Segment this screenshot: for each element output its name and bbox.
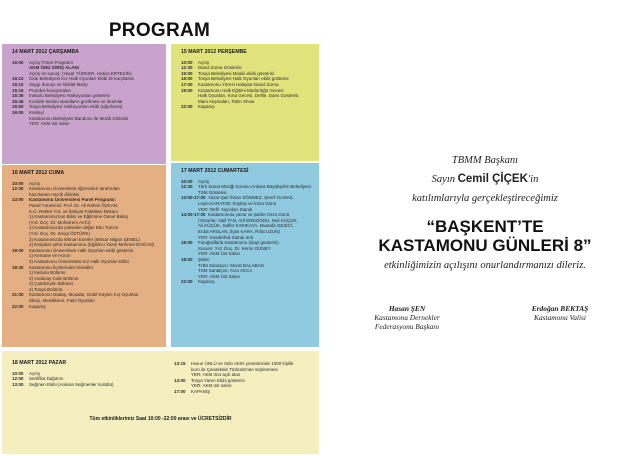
schedule-event: Kastamonu Halk Eğitimi Müdürlüğü Gecesi xyxy=(198,87,284,93)
schedule-event: AKM ÖNÜ GİRİŞ ALANI xyxy=(29,65,79,71)
schedule-event: Harun ÜNLÜ ve Sıtkı AKIN yönetiminde 1000 kişilik xyxy=(191,361,294,366)
schedule-event: Kastamonu Yöresi Halaylar-Davul Zurna xyxy=(198,81,279,87)
invitation-line-3 xyxy=(330,193,640,204)
schedule-time: 12:30 xyxy=(181,65,193,71)
program-title: PROGRAM xyxy=(108,20,211,41)
schedule-event: Kastamonu Üniversitesi Panel Programı: xyxy=(29,197,117,203)
schedule-event: Türk Sanat Müziği Korosu-Ankara Büyükşehir Belediyesi xyxy=(198,184,311,190)
invitation-line-2 xyxy=(330,173,640,185)
schedule-time: 15:10 xyxy=(12,81,24,87)
schedule-time: 17:00 xyxy=(181,81,193,87)
guest-name: Cemil ÇİÇEK xyxy=(457,173,528,185)
schedule-event: Açılış-Tören Programı xyxy=(29,59,74,65)
schedule-time: 22:00 xyxy=(181,104,193,110)
schedule-row xyxy=(12,121,160,127)
schedule-event: THM Sanatçısı: Murat BALABAN xyxy=(198,262,264,268)
schedule-event: 4) Evliyalar şehri Kastamonu (Eğitimci Yazar Mehmet DOĞAN) xyxy=(29,242,155,248)
schedule-event: Fotoğraflarla Kastamonu (slayt gösterisi) xyxy=(198,240,279,246)
schedule-column-left xyxy=(12,361,162,387)
schedule-time: 15:00 xyxy=(12,59,24,65)
schedule-event: Kurdele kesimi standların gezilmesi ve ikramlar xyxy=(29,98,123,104)
schedule-event: Kastamonulu yazar ve şairler İmza Günü xyxy=(208,212,290,218)
schedule-event: Kastamonu İlçelerinden Esintiler xyxy=(29,264,94,270)
schedule-list xyxy=(181,60,313,110)
schedule-time: 15:15 xyxy=(12,87,24,93)
schedule-date: 15 MART 2012 PERŞEMBE xyxy=(181,49,247,55)
schedule-event: K.Ü. Rektör Yrd. ve İlahiyat Fakültesi Dekanı xyxy=(29,208,118,214)
invitation-honorific: Sayın xyxy=(431,174,458,185)
schedule-event: Yazar-Şair İhsan SÖNMEZ, Şeref YILMAZ, xyxy=(208,195,294,201)
schedule-event: TSM Gösterisi xyxy=(198,189,227,195)
schedule-box-14-march xyxy=(2,44,166,164)
schedule-time: 22:00 xyxy=(181,279,193,285)
schedule-row xyxy=(174,389,314,395)
schedule-event: Açılış xyxy=(198,59,210,65)
schedule-time: 10:00 xyxy=(181,178,193,184)
schedule-date: 17 MART 2012 CUMARTESİ xyxy=(181,168,249,174)
schedule-event: Saygı duruşu ve İstiklal Marşı xyxy=(29,81,88,87)
schedule-event: Kastamonu Dadaş, Musalar, Gülef Köyleri Kış Oyunları xyxy=(29,292,139,298)
schedule-event: TSM Sanatçısı: Arzu AKCA xyxy=(198,268,253,274)
schedule-event: Protokol konuşmaları xyxy=(29,87,72,93)
schedule-event: Kastamonu Üniversitesi Halk Oyunları ekibi gösterisi xyxy=(29,247,134,253)
schedule-event: Kapanış xyxy=(198,279,215,285)
schedule-event: Erdal ARSLAN, İlyas KARA, Rıfat UZUN) xyxy=(198,228,281,234)
schedule-column-right xyxy=(174,361,314,395)
schedule-event: Panel Yöneticisi: Prof. Dr. Ali Rahmi ÖZKAN, xyxy=(29,202,119,208)
schedule-event: Cide Belediyesi Kız Halk Oyunları Ekibi ile karşılama xyxy=(29,76,134,82)
schedule-time: 13:00-17:00 xyxy=(181,195,206,201)
schedule-event: (Yrd. Doç. Dr. Sevgi ÖZTÜRK) xyxy=(29,230,91,236)
schedule-row xyxy=(12,382,162,388)
schedule-event: Kokteyl xyxy=(29,109,44,115)
schedule-footer-note: Tüm etkinliklerimiz Saat 10:00 -22:00 arası ve ÜCRETSİZDİR xyxy=(89,416,232,422)
signature-name: Erdoğan BEKTAŞ xyxy=(531,304,589,313)
schedule-time: 16:00 xyxy=(181,76,193,82)
schedule-date: 16 MART 2012 CUMA xyxy=(12,170,65,176)
schedule-event: Leyla KARATOK Söyleşi ve İmza Günü xyxy=(198,200,277,206)
schedule-list xyxy=(181,179,313,285)
schedule-event: 1) Kastamonu'nun Bilim ve Eğitimine Genel Bakış xyxy=(29,214,128,220)
schedule-date: 18 MART 2012 PAZAR xyxy=(12,360,67,366)
schedule-time: 10:00 xyxy=(12,180,24,186)
schedule-time: 14:00 xyxy=(174,377,186,383)
schedule-event: Tosya Belediyesi Musiki ekibi gösterisi xyxy=(198,70,275,76)
schedule-row xyxy=(12,304,160,310)
schedule-time: 12:00 xyxy=(12,376,24,382)
schedule-event: Kastamonu Üniversitesi öğrencileri tarafından xyxy=(29,186,120,192)
schedule-time: 15:00 xyxy=(181,70,193,76)
schedule-time: 12:30 xyxy=(181,184,193,190)
schedule-event: Kastamonu Belediyesi Bandosu ile Müzik Dinletisi xyxy=(29,115,129,121)
schedule-list xyxy=(12,371,162,388)
schedule-date: 14 MART 2012 ÇARŞAMBA xyxy=(12,49,79,55)
schedule-event: koro ile Çanakkale Türküsü'nün söylenmesi xyxy=(191,366,278,372)
schedule-event: İnebolu Belediyesi Halkoyunları gösterisi xyxy=(29,93,110,99)
schedule-event: 1) İnebolu Bölümü xyxy=(29,270,66,276)
schedule-time: 13:15 xyxy=(174,361,186,366)
schedule-time: 12:30 xyxy=(12,186,24,192)
schedule-row xyxy=(181,104,313,110)
schedule-box-15-march xyxy=(171,44,319,161)
schedule-box-17-march xyxy=(171,163,319,347)
schedule-event: YER: AKM Üst Salon xyxy=(198,251,241,257)
schedule-event: YER: AKM Üst Salon xyxy=(198,273,241,279)
schedule-event: YER: AKM önü açık alan xyxy=(191,372,241,378)
signature-title: Kastamonu Dernekler xyxy=(374,313,440,322)
schedule-event: Seğmen Ekibi (Ankara Seğmenler Kulübü) xyxy=(29,381,114,387)
schedule-event: Açılış xyxy=(198,178,210,184)
schedule-event: Davul Zurna Gösterisi xyxy=(198,65,242,71)
schedule-time: 15:50 xyxy=(12,104,24,110)
schedule-event: Tosya Yaren Ekibi gösterisi xyxy=(191,377,245,383)
schedule-event: KAPANIŞ xyxy=(191,388,211,394)
schedule-time: 19:00 xyxy=(181,87,193,93)
signature-block-2 xyxy=(505,304,615,322)
schedule-time: 10:00 xyxy=(12,370,24,376)
signature-block-1 xyxy=(352,304,462,331)
event-headline-2: KASTAMONU GÜNLERİ 8” xyxy=(378,236,592,255)
schedule-event: Sunum: Yrd. Doç. Dr. Kerim GÜNEY xyxy=(198,245,271,251)
schedule-time: 17:00 xyxy=(174,388,186,394)
schedule-time: 15:00 xyxy=(181,240,193,246)
invitation-line-1: TBMM Başkanı xyxy=(451,155,519,166)
schedule-list xyxy=(12,181,160,310)
schedule-event: YER: AKM üst salon xyxy=(29,121,70,127)
schedule-event: Şölen xyxy=(198,256,210,262)
schedule-time: 19:00 xyxy=(12,109,24,115)
schedule-event: 2) Kastamonu Üniversitesi Kız Halk Oyunları Ekibi xyxy=(29,258,129,264)
schedule-event: 3) Çatalzeytin Bölümü xyxy=(29,281,74,287)
schedule-event: YER: AKM üst salon xyxy=(191,383,232,389)
schedule-time: 18:00 xyxy=(181,256,193,262)
schedule-time: 13:00 xyxy=(12,381,24,387)
schedule-event: 4) Tosya Bölümü xyxy=(29,286,63,292)
schedule-event: Kapanış xyxy=(29,303,46,309)
schedule-event: Açılış xyxy=(29,370,41,376)
schedule-event: Açılış ve sunuş: (Yaşar TÜRKER, Hatice ERTEKİN) xyxy=(29,70,132,76)
schedule-event: 1) Kemane ve Horon xyxy=(29,253,71,259)
schedule-event: YER: Kasderfed Standı önü xyxy=(198,234,254,240)
schedule-event: (Yrd. Doç. Dr. Muharrem AVCI) xyxy=(29,219,91,225)
schedule-list xyxy=(174,361,314,395)
schedule-event: 3) Kastamonu'da Mimari Eserler (Mimar Nilgün ŞENEL) xyxy=(29,236,140,242)
schedule-event: Tosya Belediyesi Halk Oyunları ekibi gösterisi xyxy=(198,76,289,82)
invitation-suffix: 'in xyxy=(527,174,539,185)
schedule-event: Halk Oyunları, Kına Gecesi, Defile, Dans Gösterisi, xyxy=(198,93,300,99)
invitation-text: katılımlarıyla gerçekleştireceğimiz xyxy=(412,193,558,204)
signature-title: Kastamonu Valisi xyxy=(534,313,586,322)
schedule-event: Mani Atışmaları, Ritim Show xyxy=(198,98,255,104)
schedule-time: 15:35 xyxy=(12,93,24,99)
schedule-box-16-march xyxy=(2,165,166,347)
schedule-time: 15:10 xyxy=(12,76,24,82)
schedule-event: hazırlanan müzik dinletisi xyxy=(29,191,80,197)
invitation-line-4: etkinliğimizin açılışını onurlandırmanızı dileriz. xyxy=(384,260,586,271)
schedule-event: Sertifika Dağıtımı xyxy=(29,376,64,382)
event-headline-1: “BAŞKENT’TE xyxy=(426,217,544,236)
schedule-time: 14:00-17:00 xyxy=(181,212,206,218)
schedule-time: 19:00 xyxy=(12,247,24,253)
schedule-event: Skeçi, Mesdikene, Fasıl Oyunları xyxy=(29,298,95,304)
schedule-event: Kapanış xyxy=(198,104,215,110)
signature-name: Hasan ŞEN xyxy=(388,304,426,313)
schedule-time: 21:00 xyxy=(12,292,24,298)
schedule-event: (Yazarlar: Nail TAN, Atıf ERDOĞDU, Nail KÜÇÜK, xyxy=(198,217,298,223)
schedule-event: Ali KÜÇÜK, Saffet SARIKAYA, Mustafa GEZİCİ, xyxy=(198,223,294,229)
signature-title: Federasyonu Başkanı xyxy=(374,322,440,331)
schedule-event: Açılış xyxy=(29,180,41,186)
schedule-list xyxy=(12,60,160,127)
schedule-time: 13:00 xyxy=(12,197,24,203)
schedule-event: YER: Terfir Yayınları Standı xyxy=(198,206,253,212)
schedule-box-18-march xyxy=(2,351,319,454)
schedule-time: 10:00 xyxy=(181,59,193,65)
schedule-event: Tosya Belediyesi Halkoyunları ekibi (uğurlama) xyxy=(29,104,123,110)
schedule-time: 22:00 xyxy=(12,303,24,309)
schedule-row xyxy=(181,279,313,285)
schedule-time: 19:30 xyxy=(12,264,24,270)
schedule-event: 2) Kastamonu'da yükselen değer Eko Turizm xyxy=(29,225,119,231)
schedule-event: 2) Azdavay-Cide Bölümü xyxy=(29,275,79,281)
schedule-time: 15:45 xyxy=(12,98,24,104)
